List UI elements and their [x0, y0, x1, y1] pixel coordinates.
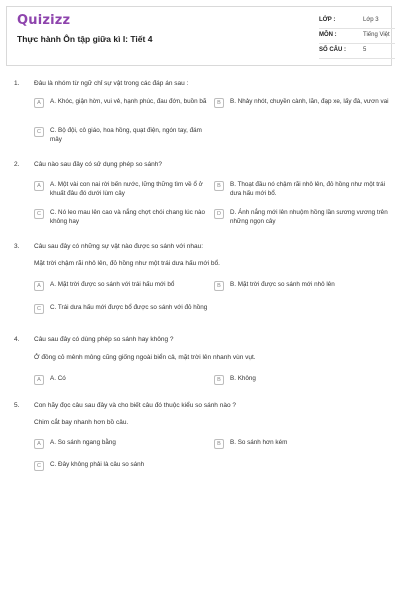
option-text: B. Mặt trời được so sánh mới nhô lên	[230, 281, 335, 288]
option-text: B. Nhảy nhót, chuyền cành, lăn, đạp xe, lấy đà, vươn vai	[230, 98, 389, 105]
option-letter-box[interactable]: B	[214, 281, 224, 291]
option-text: C. Trái dưa hấu mới được bổ được so sánh với đỏ hồng	[50, 304, 208, 311]
option-text: A. Khóc, giận hờn, vui vẻ, hạnh phúc, đau đớn, buồn bã	[50, 98, 207, 105]
option-letter-box[interactable]: B	[214, 181, 224, 191]
option-letter-box[interactable]: A	[34, 439, 44, 449]
option-text: A. Một vài con nai rời bến nước, lững thững tìm về ổ ở khuất đâu đó dưới lùm cây	[50, 181, 203, 197]
meta-value: 5	[363, 47, 367, 53]
question-text: Câu sau đây có những sự vật nào được so sánh với nhau:	[34, 243, 204, 250]
question-number: 2.	[14, 161, 20, 168]
option-text: C. Bộ đội, cô giáo, hoa hồng, quạt điện, ngón tay, đám mây	[50, 127, 202, 143]
question-number: 5.	[14, 402, 20, 409]
option-letter-box[interactable]: A	[34, 98, 44, 108]
option-letter-box[interactable]: C	[34, 209, 44, 219]
option-letter-box[interactable]: C	[34, 461, 44, 471]
option-text: A. So sánh ngang bằng	[50, 439, 116, 446]
option-letter-box[interactable]: D	[214, 209, 224, 219]
meta-label: MÔN :	[319, 32, 337, 38]
meta-label: LỚP :	[319, 17, 336, 23]
option-text: B. Không	[230, 375, 256, 382]
meta-row-subject	[319, 30, 395, 45]
question-passage: Chim cắt bay nhanh hơn bồ câu.	[34, 419, 129, 426]
question-passage: Mặt trời chậm rãi nhô lên, đỏ hồng như một trái dưa hấu mới bổ.	[34, 260, 220, 267]
option-text: C. Nó leo mau lên cao và nắng chợt chói chang lúc nào không hay	[50, 209, 205, 225]
option-letter-box[interactable]: B	[214, 375, 224, 385]
question-text: Câu sau đây có dùng phép so sánh hay không ?	[34, 336, 174, 343]
option-letter-box[interactable]: A	[34, 375, 44, 385]
question-text: Đâu là nhóm từ ngữ chỉ sự vật trong các đáp án sau :	[34, 80, 189, 87]
worksheet-header	[6, 6, 392, 66]
option-letter-box[interactable]: C	[34, 304, 44, 314]
question-passage: Ở đồng cỏ mênh mông cũng giống ngoài biển cả, mặt trời lên nhanh vùn vụt.	[34, 354, 256, 361]
question-number: 1.	[14, 80, 20, 87]
question-text: Câu nào sau đây có sử dụng phép so sánh?	[34, 161, 162, 168]
worksheet-title: Thực hành Ôn tập giữa kì I: Tiết 4	[17, 34, 153, 44]
option-letter-box[interactable]: B	[214, 98, 224, 108]
option-letter-box[interactable]: A	[34, 281, 44, 291]
question-number: 4.	[14, 336, 20, 343]
meta-row-class	[319, 15, 395, 30]
meta-underline	[319, 58, 395, 59]
option-letter-box[interactable]: B	[214, 439, 224, 449]
option-text: A. Mặt trời được so sánh với trái hấu mới bổ	[50, 281, 175, 288]
option-letter-box[interactable]: C	[34, 127, 44, 137]
meta-row-count	[319, 45, 395, 60]
quizizz-logo: Quizizz	[17, 13, 71, 28]
option-text: B. Thoạt đầu nó chậm rãi nhô lên, đỏ hồng như một trái dưa hấu mới bổ.	[230, 181, 385, 197]
option-letter-box[interactable]: A	[34, 181, 44, 191]
meta-value: Tiếng Việt	[363, 32, 390, 38]
question-number: 3.	[14, 243, 20, 250]
question-text: Con hãy đọc câu sau đây và cho biết câu đó thuộc kiểu so sánh nào ?	[34, 402, 236, 409]
worksheet-meta	[319, 15, 395, 60]
option-text: D. Ánh nắng mới lên nhuộm hồng lần sương vương trên những ngọn cây	[230, 209, 388, 225]
option-text: A. Có	[50, 375, 66, 382]
meta-label: SỐ CÂU :	[319, 47, 346, 53]
meta-value: Lớp 3	[363, 17, 379, 23]
meta-underline	[319, 28, 395, 29]
option-text: C. Đây không phải là câu so sánh	[50, 461, 145, 468]
option-text: B. So sánh hơn kém	[230, 439, 288, 446]
meta-underline	[319, 43, 395, 44]
